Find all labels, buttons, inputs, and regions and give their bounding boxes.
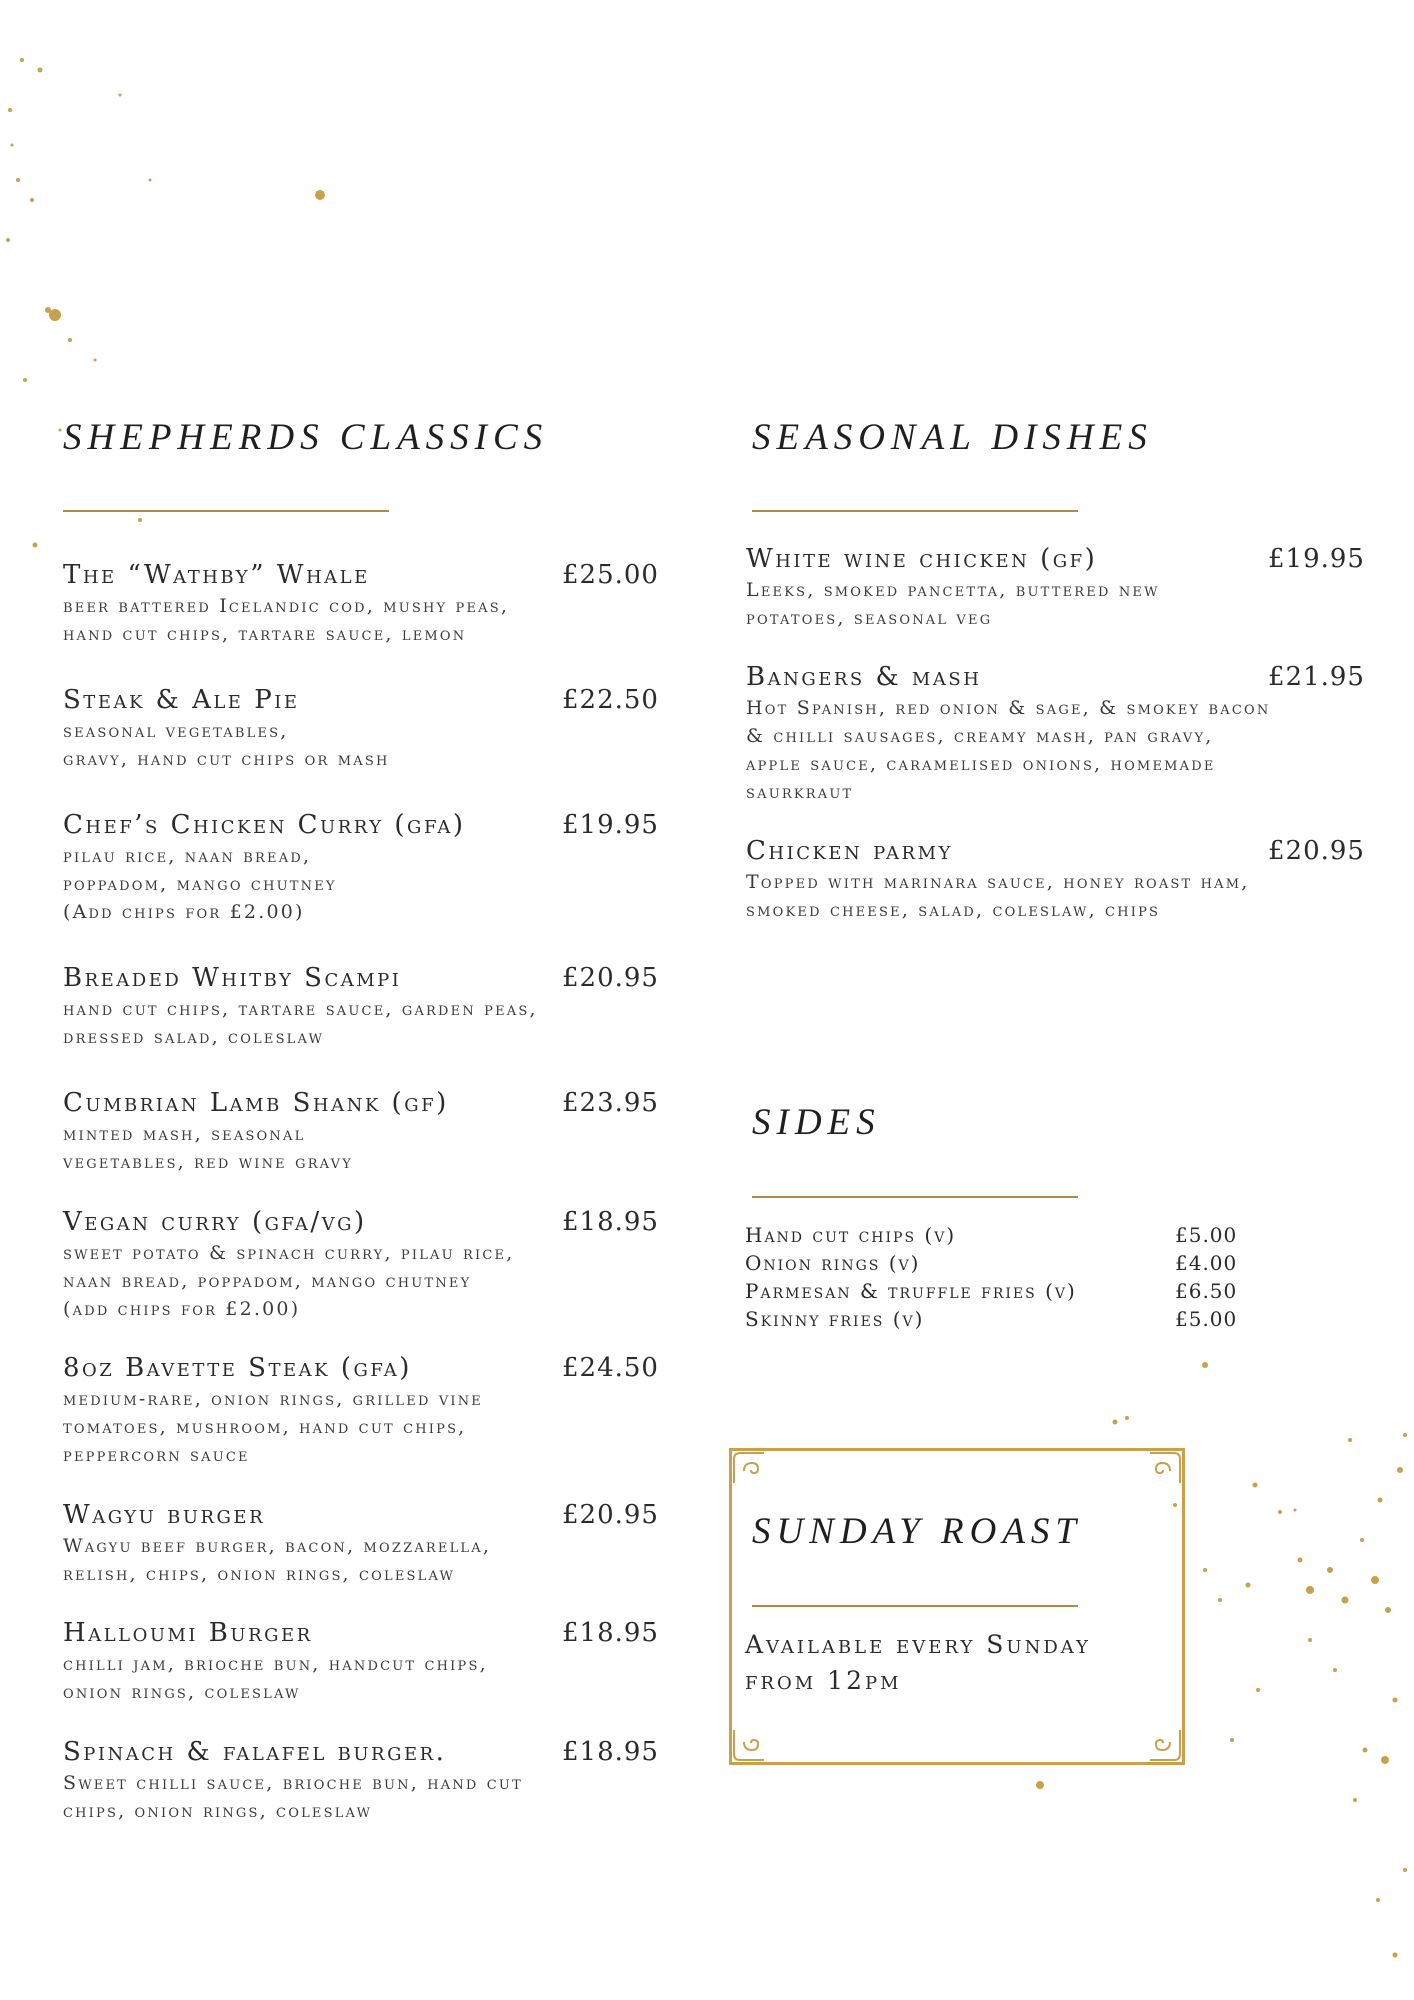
menu-item-price: £20.95 (562, 963, 659, 993)
menu-item-price: £18.95 (562, 1618, 659, 1648)
menu-item-description: sweet potato & spinach curry, pilau rice, naan bread, poppadom, mango chutney (add chips for £2.00) (63, 1242, 515, 1320)
menu-item-description: hand cut chips, tartare sauce, garden peas, dressed salad, coleslaw (63, 998, 538, 1048)
sides-divider (752, 1196, 1078, 1198)
menu-item-name: Wagyu burger (63, 1500, 266, 1530)
menu-item-name: Steak & Ale Pie (63, 685, 300, 715)
menu-item-price: £19.95 (562, 810, 659, 840)
menu-item-name: Halloumi Burger (63, 1618, 313, 1648)
menu-item-description: seasonal vegetables, gravy, hand cut chips or mash (63, 720, 390, 770)
menu-item-name: Breaded Whitby Scampi (63, 963, 402, 993)
ornament-corner-icon (1144, 1449, 1184, 1489)
sides-heading: SIDES (752, 1102, 881, 1143)
side-item-name: Onion rings (v) (745, 1251, 921, 1275)
side-item-price: £5.00 (1175, 1223, 1238, 1247)
menu-item-description: Hot Spanish, red onion & sage, & smokey bacon & chilli sausages, creamy mash, pan gravy, apple sauce, caramelised onions, homemade saurkraut (746, 697, 1271, 803)
menu-item-price: £20.95 (1268, 836, 1365, 866)
menu-item-description: beer battered Icelandic cod, mushy peas, hand cut chips, tartare sauce, lemon (63, 595, 510, 645)
menu-item-description: Topped with marinara sauce, honey roast ham, smoked cheese, salad, coleslaw, chips (746, 871, 1250, 921)
menu-item-description: chilli jam, brioche bun, handcut chips, onion rings, coleslaw (63, 1653, 488, 1703)
menu-item-name: Bangers & mash (746, 662, 982, 692)
classics-divider (63, 510, 389, 512)
menu-item-price: £19.95 (1268, 544, 1365, 574)
ornament-corner-icon (730, 1449, 770, 1489)
menu-item-description: Wagyu beef burger, bacon, mozzarella, relish, chips, onion rings, coleslaw (63, 1535, 492, 1585)
menu-item-name: 8oz Bavette Steak (gfa) (63, 1353, 412, 1383)
side-item-name: Hand cut chips (v) (745, 1223, 957, 1247)
menu-item-description: pilau rice, naan bread, poppadom, mango chutney (Add chips for £2.00) (63, 845, 337, 923)
side-item-price: £4.00 (1175, 1251, 1238, 1275)
ornament-corner-icon (1144, 1724, 1184, 1764)
side-item-price: £6.50 (1175, 1279, 1238, 1303)
sunday-roast-availability: Available every Sunday from 12pm (745, 1630, 1091, 1695)
menu-item-name: Vegan curry (gfa/vg) (63, 1207, 367, 1237)
menu-item-name: Spinach & falafel burger. (63, 1737, 447, 1767)
sunday-roast-heading: SUNDAY ROAST (752, 1511, 1083, 1552)
menu-item-price: £18.95 (562, 1737, 659, 1767)
seasonal-heading: SEASONAL DISHES (752, 417, 1153, 458)
menu-item-name: Chef’s Chicken Curry (gfa) (63, 810, 466, 840)
sunday-roast-divider (752, 1605, 1078, 1607)
menu-item-price: £21.95 (1268, 662, 1365, 692)
menu-item-description: Sweet chilli sauce, brioche bun, hand cut chips, onion rings, coleslaw (63, 1772, 523, 1822)
ornament-corner-icon (730, 1724, 770, 1764)
side-item-price: £5.00 (1175, 1307, 1238, 1331)
classics-heading: SHEPHERDS CLASSICS (63, 417, 549, 458)
seasonal-divider (752, 510, 1078, 512)
menu-item-price: £24.50 (562, 1353, 659, 1383)
menu-item-name: Cumbrian Lamb Shank (gf) (63, 1088, 449, 1118)
menu-item-name: White wine chicken (gf) (746, 544, 1098, 574)
menu-item-price: £22.50 (562, 685, 659, 715)
menu-item-price: £18.95 (562, 1207, 659, 1237)
menu-item-description: minted mash, seasonal vegetables, red wine gravy (63, 1123, 353, 1173)
menu-item-description: Leeks, smoked pancetta, buttered new potatoes, seasonal veg (746, 579, 1160, 629)
menu-item-name: Chicken parmy (746, 836, 953, 866)
menu-item-name: The “Wathby” Whale (63, 560, 370, 590)
menu-item-description: medium-rare, onion rings, grilled vine tomatoes, mushroom, hand cut chips, peppercorn sauce (63, 1388, 484, 1466)
side-item-name: Skinny fries (v) (745, 1307, 925, 1331)
menu-item-price: £23.95 (562, 1088, 659, 1118)
side-item-name: Parmesan & truffle fries (v) (745, 1279, 1077, 1303)
menu-item-price: £20.95 (562, 1500, 659, 1530)
menu-item-price: £25.00 (562, 560, 659, 590)
